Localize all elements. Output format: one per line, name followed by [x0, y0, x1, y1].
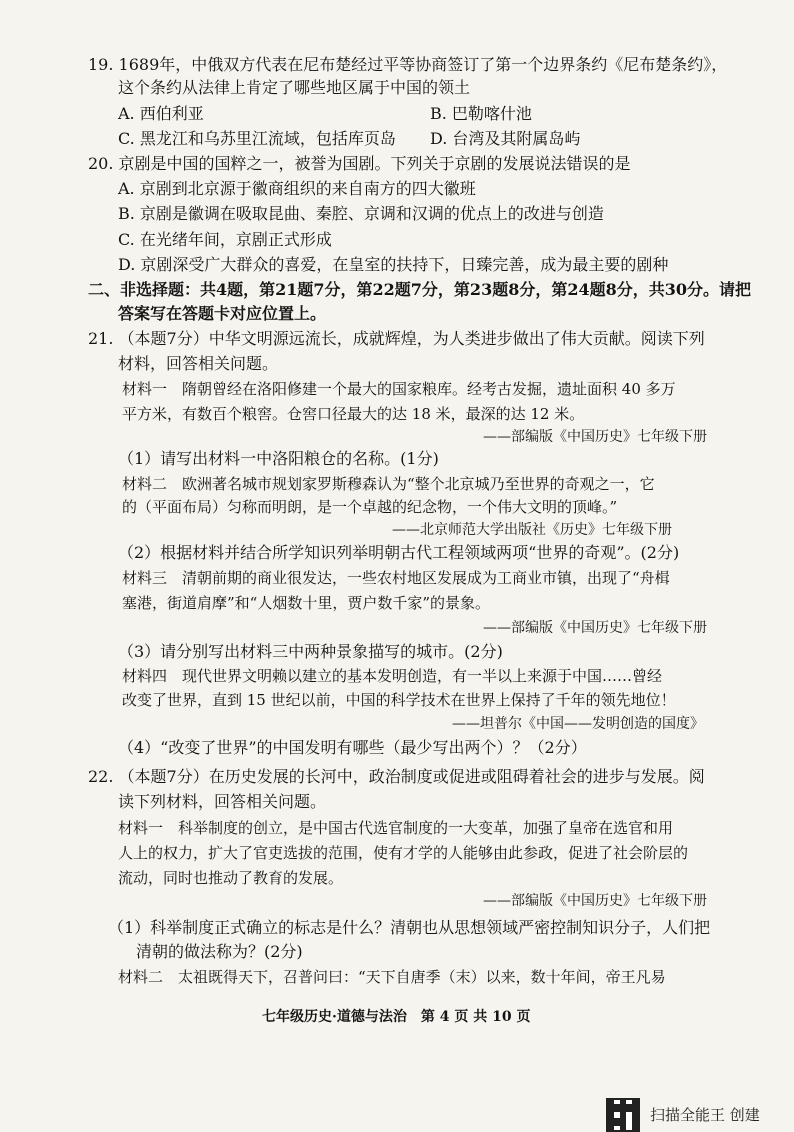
q21-stem-line2: 材料，回答相关问题。	[118, 354, 279, 373]
q19-option-b: B. 巴勒喀什池	[430, 104, 532, 123]
q21-material3-line1: 材料三 清朝前期的商业很发达，一些农村地区发展成为工商业市镇，出现了“舟楫	[122, 569, 670, 587]
q21-material2-line2: 的（平面布局）匀称而明朗，是一个卓越的纪念物，一个伟大文明的顶峰。”	[122, 498, 618, 516]
q22-material2-line1: 材料二 太祖既得天下，召普问曰：“天下自唐季（末）以来，数十年间，帝王凡易	[118, 968, 666, 986]
q22-material1-line1: 材料一 科举制度的创立，是中国古代选官制度的一大变革，加强了皇帝在选官和用	[118, 819, 674, 837]
q20-option-b: B. 京剧是徽调在吸取昆曲、秦腔、京调和汉调的优点上的改进与创造	[118, 204, 604, 223]
q22-subquestion1-line1: （1）科举制度正式确立的标志是什么？清朝也从思想领域严密控制知识分子，人们把	[108, 918, 711, 937]
q21-material1-line1: 材料一 隋朝曾经在洛阳修建一个最大的国家粮库。经考古发掘，遗址面积 40 多万	[122, 380, 676, 398]
section2-heading-line2: 答案写在答题卡对应位置上。	[118, 304, 327, 323]
q21-material4-line2: 改变了世界，直到 15 世纪以前，中国的科学技术在世界上保持了千年的领先地位！	[122, 691, 676, 709]
q21-material2-source: ——北京师范大学出版社《历史》七年级下册	[392, 522, 672, 538]
q22-material1-line2: 人上的权力，扩大了官吏选拔的范围，使有才学的人能够由此参政，促进了社会阶层的	[118, 844, 689, 862]
scanner-watermark: 扫描全能王 创建	[650, 1106, 760, 1124]
q20-stem: 20. 京剧是中国的国粹之一，被誉为国剧。下列关于京剧的发展说法错误的是	[88, 154, 631, 173]
q19-option-a: A. 西伯利亚	[118, 104, 204, 123]
q21-material4-line1: 材料四 现代世界文明赖以建立的基本发明创造，有一半以上来源于中国……曾经	[122, 667, 663, 685]
q19-stem-line1: 19. 1689年，中俄双方代表在尼布楚经过平等协商签订了第一个边界条约《尼布楚条约》，	[88, 55, 728, 74]
q21-material3-line2: 塞港，街道肩摩”和“人烟数十里，贾户数千家”的景象。	[122, 594, 491, 612]
q19-option-c: C. 黑龙江和乌苏里江流域，包括库页岛	[118, 129, 396, 148]
q21-material4-source: ——坦普尔《中国——发明创造的国度》	[452, 716, 704, 732]
q20-option-c: C. 在光绪年间，京剧正式形成	[118, 230, 332, 249]
q22-stem-line2: 读下列材料，回答相关问题。	[118, 792, 327, 811]
q21-subquestion4: （4）“改变了世界”的中国发明有哪些（最少写出两个）？（2分）	[118, 738, 587, 757]
q22-material1-source: ——部编版《中国历史》七年级下册	[483, 893, 707, 909]
q20-option-d: D. 京剧深受广大群众的喜爱，在皇室的扶持下，日臻完善，成为最主要的剧种	[118, 255, 669, 274]
q19-option-d: D. 台湾及其附属岛屿	[430, 129, 581, 148]
q21-subquestion1: （1）请写出材料一中洛阳粮仓的名称。(1分)	[118, 449, 439, 468]
q21-material3-source: ——部编版《中国历史》七年级下册	[483, 620, 707, 636]
q20-option-a: A. 京剧到北京源于徽商组织的来自南方的四大徽班	[118, 179, 476, 198]
q21-material2-line1: 材料二 欧洲著名城市规划家罗斯穆森认为“整个北京城乃至世界的奇观之一，它	[122, 475, 655, 493]
q21-subquestion2: （2）根据材料并结合所学知识列举明朝古代工程领域两项“世界的奇观”。(2分)	[118, 543, 680, 562]
page-footer: 七年级历史·道德与法治 第 4 页 共 10 页	[262, 1009, 531, 1025]
section2-heading-line1: 二、非选择题：共4题，第21题7分，第22题7分，第23题8分，第24题8分，共30分。请把	[88, 280, 751, 299]
q22-subquestion1-line2: 清朝的做法称为？(2分)	[136, 942, 303, 961]
q22-stem-line1: 22. （本题7分）在历史发展的长河中，政治制度或促进或阻碍着社会的进步与发展。阅	[88, 767, 705, 786]
q21-subquestion3: （3）请分别写出材料三中两种景象描写的城市。(2分)	[118, 642, 503, 661]
q21-material1-line2: 平方米，有数百个粮窖。仓窖口径最大的达 18 米，最深的达 12 米。	[122, 405, 585, 423]
qr-code-icon	[606, 1098, 640, 1132]
q21-material1-source: ——部编版《中国历史》七年级下册	[483, 429, 707, 445]
q22-material1-line3: 流动，同时也推动了教育的发展。	[118, 869, 344, 887]
q21-stem-line1: 21. （本题7分）中华文明源远流长，成就辉煌，为人类进步做出了伟大贡献。阅读下列	[88, 329, 705, 348]
q19-stem-line2: 这个条约从法律上肯定了哪些地区属于中国的领土	[118, 78, 471, 97]
